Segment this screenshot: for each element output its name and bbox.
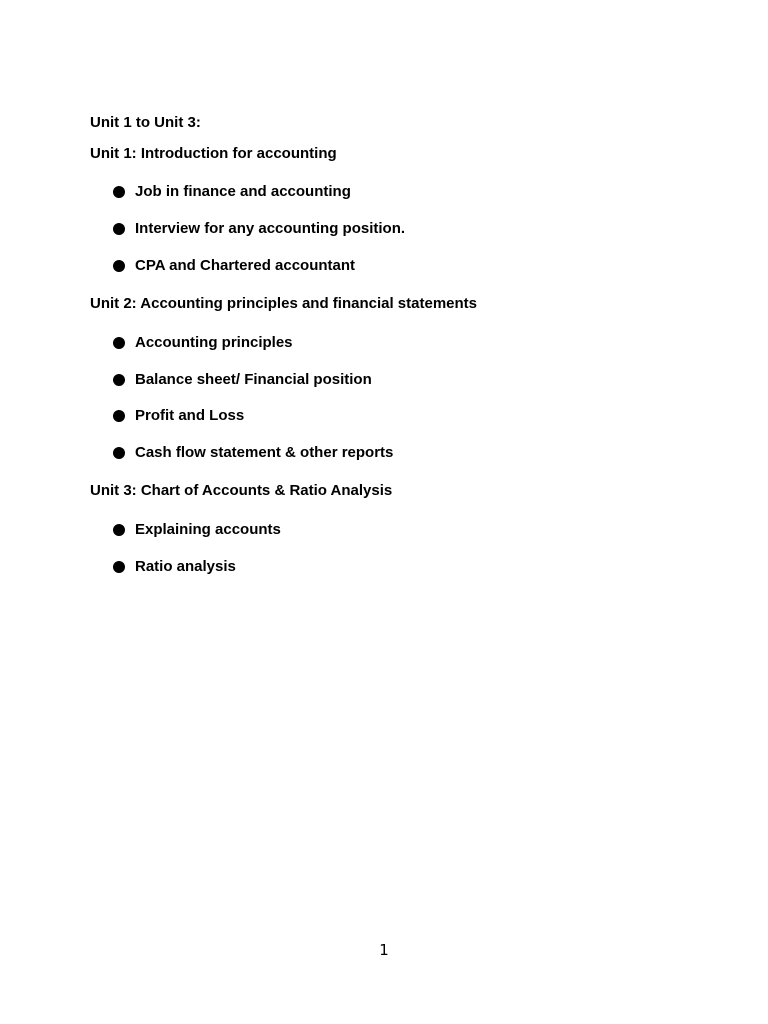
intro-heading: Unit 1 to Unit 3:	[90, 114, 201, 131]
list-item	[113, 521, 281, 539]
bullet-icon	[113, 186, 125, 198]
bullet-icon	[113, 561, 125, 573]
bullet-icon	[113, 524, 125, 536]
list-item-text: Accounting principles	[135, 334, 293, 351]
list-item	[113, 257, 355, 275]
list-item-text: CPA and Chartered accountant	[135, 257, 356, 274]
bullet-icon	[113, 337, 125, 349]
list-item	[113, 444, 393, 462]
bullet-icon	[113, 374, 125, 386]
unit-1-title: Unit 1: Introduction for accounting	[90, 145, 337, 162]
unit-2-title: Unit 2: Accounting principles and financial statements	[90, 295, 478, 312]
list-item-text: Profit and Loss	[135, 407, 245, 424]
list-item-text: Balance sheet/ Financial position	[135, 371, 372, 388]
bullet-icon	[113, 260, 125, 272]
unit-3-title: Unit 3: Chart of Accounts & Ratio Analysis	[90, 482, 393, 499]
list-item-text: Interview for any accounting position.	[135, 220, 406, 237]
page-number: 1	[379, 941, 389, 959]
list-item-text: Ratio analysis	[135, 558, 236, 575]
list-item-text: Job in finance and accounting	[135, 183, 351, 200]
list-item	[113, 183, 351, 201]
list-item	[113, 334, 293, 352]
bullet-icon	[113, 447, 125, 459]
list-item	[113, 407, 244, 425]
list-item-text: Cash flow statement & other reports	[135, 444, 394, 461]
bullet-icon	[113, 223, 125, 235]
list-item-text: Explaining accounts	[135, 521, 281, 538]
bullet-icon	[113, 410, 125, 422]
list-item	[113, 220, 405, 238]
list-item	[113, 558, 236, 576]
list-item	[113, 371, 372, 389]
